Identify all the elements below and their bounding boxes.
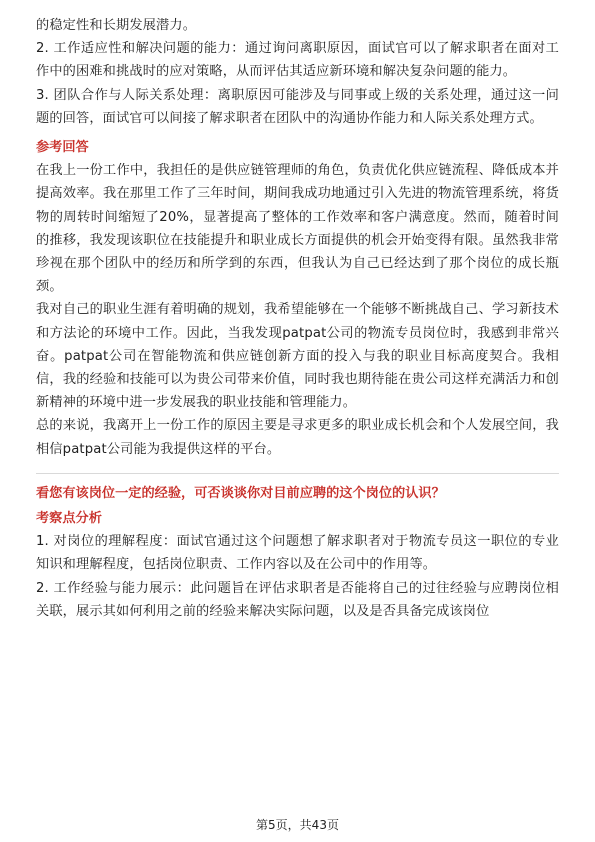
answer-paragraph-2: 我对自己的职业生涯有着明确的规划，我希望能够在一个能够不断挑战自己、学习新技术和方法论的环境中工作。因此，当我发现patpat公司的物流专员岗位时，我感到非常兴奋。patpat公司在智能物流和供应链创新方面的投入与我的职业目标高度契合。我相信，我的经验和技能可以为贵公司带来价值，同时我也期待能在贵公司这样充满活力和创新精神的环境中进一步发展我的职业技能和管理能力。	[36, 302, 559, 411]
paragraph-continuation: 的稳定性和长期发展潜力。	[36, 18, 197, 33]
answer-paragraph-3: 总的来说，我离开上一份工作的原因主要是寻求更多的职业成长机会和个人发展空间，我相信patpat公司能为我提供这样的平台。	[36, 418, 559, 457]
section-heading-reference-answer: 参考回答	[36, 140, 89, 156]
list-item-job-understanding: 1. 对岗位的理解程度：面试官通过这个问题想了解求职者对于物流专员这一职位的专业知识和理解程度，包括岗位职责、工作内容以及在公司中的作用等。	[36, 534, 559, 573]
answer-paragraph-1: 在我上一份工作中，我担任的是供应链管理师的角色，负责优化供应链流程、降低成本并提高效率。我在那里工作了三年时间，期间我成功地通过引入先进的物流管理系统，将货物的周转时间缩短了20%，显著提高了整体的工作效率和客户满意度。然而，随着时间的推移，我发现该职位在技能提升和职业成长方面提供的机会开始变得有限。虽然我非常珍视在那个团队中的经历和所学到的东西，但我认为自己已经达到了那个岗位的成长瓶颈。	[36, 163, 559, 295]
list-item-adaptability: 2. 工作适应性和解决问题的能力：通过询问离职原因，面试官可以了解求职者在面对工作中的困难和挑战时的应对策略，从而评估其适应新环境和解决复杂问题的能力。	[36, 41, 559, 80]
question-title: 看您有该岗位一定的经验，可否谈谈你对目前应聘的这个岗位的认识？	[36, 485, 445, 501]
list-item-experience: 2. 工作经验与能力展示：此问题旨在评估求职者是否能将自己的过往经验与应聘岗位相关联，展示其如何利用之前的经验来解决实际问题，以及是否具备完成该岗位	[36, 580, 559, 619]
list-item-teamwork: 3. 团队合作与人际关系处理：离职原因可能涉及与同事或上级的关系处理，通过这一问题的回答，面试官可以间接了解求职者在团队中的沟通协作能力和人际关系处理方式。	[36, 87, 559, 126]
section-divider	[36, 473, 559, 474]
document-page	[36, 14, 559, 623]
section-heading-analysis: 考察点分析	[36, 511, 102, 527]
page-number: 第5页，共43页	[256, 818, 339, 832]
